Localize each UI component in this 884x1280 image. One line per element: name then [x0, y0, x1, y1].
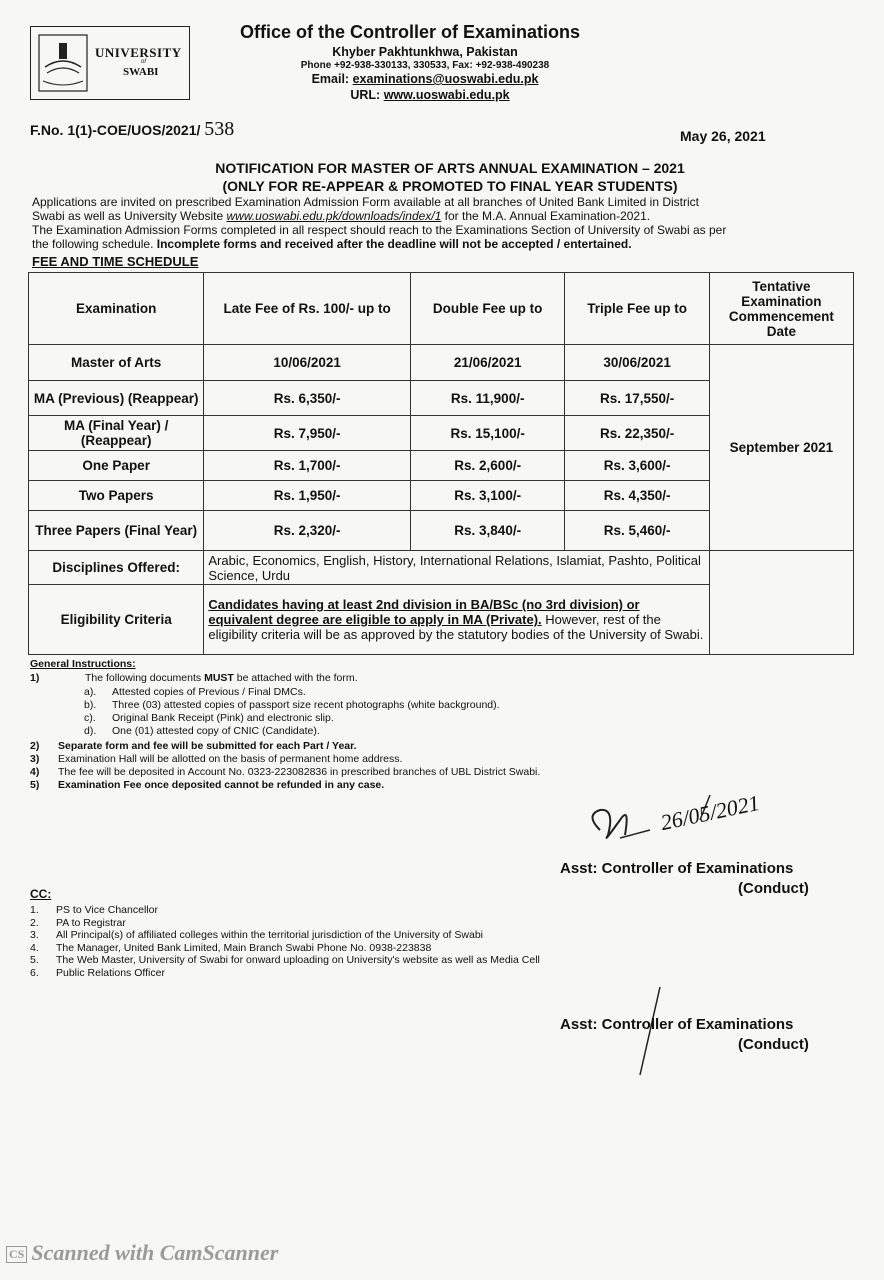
instruction-sublist [84, 686, 500, 738]
notification-title: NOTIFICATION FOR MASTER OF ARTS ANNUAL EXAMINATION – 2021 [215, 160, 685, 176]
url-link[interactable]: www.uoswabi.edu.pk [383, 88, 510, 102]
row-exam: Two Papers [29, 481, 204, 511]
email-link[interactable]: examinations@uoswabi.edu.pk [352, 72, 539, 86]
logo-text-university: UNIVERSITY [95, 45, 182, 60]
signature-title: Asst: Controller of Examinations [560, 860, 794, 877]
row-double: Rs. 3,100/- [410, 481, 565, 511]
office-title: Office of the Controller of Examinations [240, 22, 581, 42]
eligibility-label: Eligibility Criteria [29, 585, 204, 655]
disciplines-list: Arabic, Economics, English, History, International Relations, Islamiat, Pashto, Political Science, Urdu [204, 551, 709, 585]
instruction-number: 1) [30, 672, 40, 684]
paragraph-2-line-1: The Examination Admission Forms completed in all respect should reach to the Examinations Section of University of Swabi as per [32, 223, 727, 237]
commencement-date: September 2021 [709, 345, 853, 551]
disciplines-row [29, 551, 854, 585]
row-triple: Rs. 5,460/- [565, 511, 709, 551]
row-exam: MA (Previous) (Reappear) [29, 381, 204, 416]
paragraph-1 [32, 195, 832, 251]
list-item: b). Three (03) attested copies of passport size recent photographs (white background). [84, 699, 500, 711]
cc-list [30, 904, 540, 979]
list-item: 4. The Manager, United Bank Limited, Main Branch Swabi Phone No. 0938-223838 [30, 941, 432, 954]
cc-heading: CC: [30, 887, 52, 901]
paragraph-2-line-2: the following schedule. Incomplete forms and received after the deadline will not be accepted / entertained. [32, 237, 632, 251]
col-examination: Examination [29, 273, 204, 345]
signature-date: 26/05/2021 [658, 789, 762, 836]
row-late: Rs. 7,950/- [204, 416, 411, 451]
row-triple: 30/06/2021 [565, 345, 709, 381]
row-exam: Three Papers (Final Year) [29, 511, 204, 551]
signature-subtitle: (Conduct) [738, 880, 809, 897]
row-exam: Master of Arts [29, 345, 204, 381]
list-item: c). Original Bank Receipt (Pink) and electronic slip. [84, 712, 334, 724]
list-item: 4) The fee will be deposited in Account No. 0323-223082836 in prescribed branches of UBL District Swabi. [30, 766, 541, 778]
instructions-heading: General Instructions: [30, 658, 136, 670]
logo-text-swabi: SWABI [123, 66, 159, 78]
row-exam: One Paper [29, 451, 204, 481]
logo-emblem-icon [35, 33, 91, 95]
instruction-item-1 [30, 672, 358, 685]
office-location: Khyber Pakhtunkhwa, Pakistan [332, 45, 518, 59]
eligibility-requirement: Candidates having at least 2nd division in BA/BSc (no 3rd division) or equivalent degree are eligible to apply in MA (Private). [208, 597, 640, 627]
row-triple: Rs. 4,350/- [565, 481, 709, 511]
list-item: 5. The Web Master, University of Swabi for onward uploading on University's website as well as Media Cell [30, 954, 540, 966]
deadline-warning: Incomplete forms and received after the deadline will not be accepted / entertained. [156, 237, 632, 251]
signature-2-subtitle: (Conduct) [738, 1036, 809, 1053]
col-triple-fee: Triple Fee up to [565, 273, 709, 345]
row-double: Rs. 15,100/- [410, 416, 565, 451]
url-label: URL: [350, 88, 384, 102]
list-item: 1. PS to Vice Chancellor [30, 904, 158, 916]
list-item: d). One (01) attested copy of CNIC (Candidate). [84, 725, 320, 737]
row-double: Rs. 11,900/- [410, 381, 565, 416]
list-item: 3. All Principal(s) of affiliated colleges within the territorial jurisdiction of the University of Swabi [30, 929, 483, 941]
paragraph-1-line-2: Swabi as well as University Website www.uoswabi.edu.pk/downloads/index/1 for the M.A. Annual Examination-2021. [32, 209, 651, 223]
must-text: MUST [204, 672, 234, 684]
list-item: 2) Separate form and fee will be submitted for each Part / Year. [30, 740, 357, 752]
col-late-fee: Late Fee of Rs. 100/- up to [204, 273, 411, 345]
fee-schedule-table [28, 272, 854, 655]
row-double: 21/06/2021 [410, 345, 565, 381]
row-late: 10/06/2021 [204, 345, 411, 381]
eligibility-rest: However, rest of the eligibility criteria will be as approved by the statutory bodies of the University of Swabi. [208, 612, 704, 642]
university-logo [30, 26, 190, 100]
empty-cell [709, 551, 853, 655]
disciplines-label: Disciplines Offered: [29, 551, 204, 585]
list-item: 6. Public Relations Officer [30, 966, 165, 979]
col-double-fee: Double Fee up to [410, 273, 565, 345]
col-commencement: Tentative Examination Commencement Date [709, 273, 853, 345]
camscanner-watermark [6, 1240, 278, 1266]
list-item: 5) Examination Fee once deposited cannot be refunded in any case. [30, 779, 385, 791]
row-triple: Rs. 22,350/- [565, 416, 709, 451]
instruction-text: The following documents MUST be attached with the form. [85, 672, 358, 684]
row-exam: MA (Final Year) / (Reappear) [29, 416, 204, 451]
row-double: Rs. 3,840/- [410, 511, 565, 551]
office-url [300, 88, 560, 102]
eligibility-text [204, 585, 709, 655]
row-late: Rs. 1,700/- [204, 451, 411, 481]
row-double: Rs. 2,600/- [410, 451, 565, 481]
table-header-row [29, 273, 854, 345]
camscanner-badge: CS [6, 1246, 27, 1263]
list-item: a). Attested copies of Previous / Final DMCs. [84, 686, 306, 698]
fee-schedule-heading: FEE AND TIME SCHEDULE [32, 254, 199, 269]
downloads-link[interactable]: www.uoswabi.edu.pk/downloads/index/1 [226, 209, 442, 223]
office-email [240, 72, 610, 86]
camscanner-text: Scanned with CamScanner [31, 1240, 279, 1265]
email-label: Email: [311, 72, 353, 86]
instruction-items [30, 740, 540, 792]
office-phone: Phone +92-938-330133, 330533, Fax: +92-938-490238 [300, 60, 550, 71]
file-number [30, 118, 234, 141]
handwritten-number: 538 [204, 118, 235, 140]
list-item: 3) Examination Hall will be allotted on the basis of permanent home address. [30, 753, 403, 765]
paragraph-1-line-1: Applications are invited on prescribed Examination Admission Form available at all branches of United Bank Limited in District [32, 195, 699, 209]
row-late: Rs. 2,320/- [204, 511, 411, 551]
row-triple: Rs. 3,600/- [565, 451, 709, 481]
list-item: 2. PA to Registrar [30, 916, 126, 929]
notification-subtitle: (ONLY FOR RE-APPEAR & PROMOTED TO FINAL YEAR STUDENTS) [222, 178, 678, 194]
file-number-text: F.No. 1(1)-COE/UOS/2021/ [30, 122, 205, 138]
notification-date: May 26, 2021 [680, 128, 766, 144]
logo-text-of: of [141, 59, 147, 65]
signature-2-title: Asst: Controller of Examinations [560, 1016, 794, 1033]
row-triple: Rs. 17,550/- [565, 381, 709, 416]
table-row [29, 345, 854, 381]
row-late: Rs. 1,950/- [204, 481, 411, 511]
row-late: Rs. 6,350/- [204, 381, 411, 416]
